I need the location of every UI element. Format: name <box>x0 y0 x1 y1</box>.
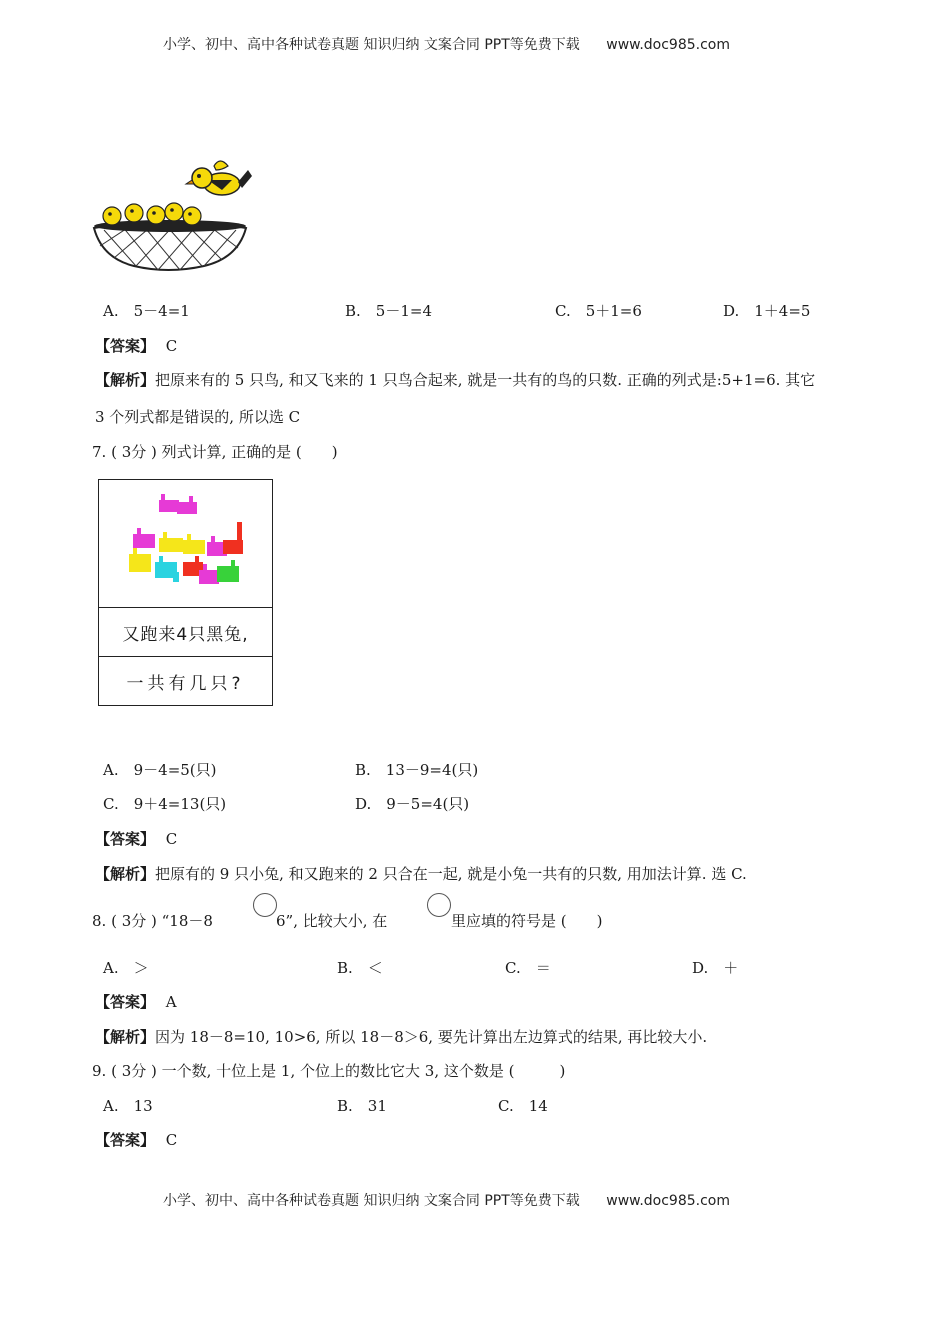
q7-analysis-text: 把原有的 9 只小兔, 和又跑来的 2 只合在一起, 就是小兔一共有的只数, 用加法计算. 选 C. <box>155 865 747 883</box>
q7-analysis-label: 【解析】 <box>95 865 156 883</box>
q6-option-b: B. 5－1=4 <box>345 302 432 320</box>
q7-option-b: B. 13－9=4(只) <box>355 761 479 779</box>
q7-option-d: D. 9－5=4(只) <box>355 795 470 813</box>
q6-analysis-line2: 3 个列式都是错误的, 所以选 C <box>95 408 301 426</box>
q7-answer-value: C <box>165 830 178 848</box>
q8-title-part2: 6”, 比较大小, 在 <box>276 912 388 930</box>
q9-option-a: A. 13 <box>103 1097 153 1115</box>
footer-site: www.doc985.com <box>606 1193 730 1209</box>
q7-title: 7. ( 3分 ) 列式计算, 正确的是 ( ) <box>92 443 338 461</box>
q6-analysis-text: 把原来有的 5 只鸟, 和又飞来的 1 只鸟合起来, 就是一共有的鸟的只数. 正确的列式是:5+1=6. 其它 <box>155 371 816 389</box>
q9-answer <box>95 1129 177 1150</box>
q6-option-c: C. 5＋1=6 <box>555 302 642 320</box>
q6-answer-label: 【答案】 <box>95 337 156 355</box>
bird-basket-image <box>88 158 253 273</box>
q9-answer-label: 【答案】 <box>95 1131 156 1149</box>
q9-option-b: B. 31 <box>337 1097 387 1115</box>
rabbits-image <box>99 480 272 608</box>
q7-answer <box>95 828 177 849</box>
q6-analysis-label: 【解析】 <box>95 371 156 389</box>
header-site: www.doc985.com <box>606 37 730 53</box>
q7-answer-label: 【答案】 <box>95 830 156 848</box>
q8-analysis <box>95 1026 707 1047</box>
q8-answer <box>95 991 177 1012</box>
q8-option-b: B. ＜ <box>337 959 383 977</box>
q8-title-part1: 8. ( 3分 ) “18－8 <box>92 912 213 930</box>
q7-analysis <box>95 863 747 884</box>
page-header <box>163 34 730 54</box>
q8-analysis-label: 【解析】 <box>95 1028 156 1046</box>
q6-option-d: D. 1＋4=5 <box>723 302 811 320</box>
q8-blank-circle-2 <box>427 893 451 917</box>
q9-title: 9. ( 3分 ) 一个数, 十位上是 1, 个位上的数比它大 3, 这个数是 ( ) <box>92 1062 566 1080</box>
q8-option-a: A. ＞ <box>103 959 149 977</box>
q7-picture-box <box>98 479 273 706</box>
rabbits-svg <box>99 480 271 607</box>
q8-option-d: D. ＋ <box>692 959 739 977</box>
q7-box-line2: 一共有几只? <box>126 674 245 694</box>
q9-answer-value: C <box>165 1131 178 1149</box>
q8-analysis-text: 因为 18－8=10, 10>6, 所以 18－8＞6, 要先计算出左边算式的结果, 再比较大小. <box>155 1028 708 1046</box>
q8-option-c: C. ＝ <box>505 959 551 977</box>
footer-text: 小学、初中、高中各种试卷真题 知识归纳 文案合同 PPT等免费下载 <box>163 1193 580 1209</box>
q6-answer <box>95 335 177 356</box>
q8-title-part3: 里应填的符号是 ( ) <box>451 912 603 930</box>
q7-option-c: C. 9＋4=13(只) <box>103 795 227 813</box>
q6-option-a: A. 5－4=1 <box>103 302 190 320</box>
page-footer <box>163 1190 730 1210</box>
q8-answer-value: A <box>165 993 177 1011</box>
q6-answer-value: C <box>165 337 178 355</box>
q8-blank-circle-1 <box>253 893 277 917</box>
q7-option-a: A. 9－4=5(只) <box>103 761 217 779</box>
q9-option-c: C. 14 <box>498 1097 548 1115</box>
q8-answer-label: 【答案】 <box>95 993 156 1011</box>
q6-analysis-line1 <box>95 369 815 390</box>
header-text: 小学、初中、高中各种试卷真题 知识归纳 文案合同 PPT等免费下载 <box>163 37 580 53</box>
q7-box-line1: 又跑来4只黑兔, <box>99 608 272 657</box>
